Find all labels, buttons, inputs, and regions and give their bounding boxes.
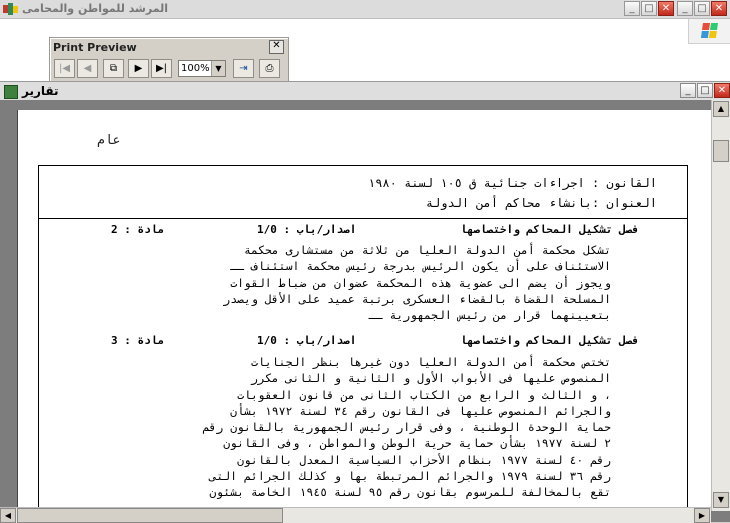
address-line: العنوان :بانشاء محاكم أمن الدولة bbox=[425, 196, 657, 210]
article-issue: اصدار/باب : 1/0 bbox=[257, 223, 357, 236]
article-line: الاستئناف على أن يكون الرئيس بدرجة رئيس محكمة استئناف ــ bbox=[230, 259, 611, 274]
article-section: فصل تشكيل المحاكم واختصاصها bbox=[460, 334, 639, 347]
article-line: المسلحة القضاة بالقضاء العسكرى برتبة عميد على الأقل ويصدر bbox=[223, 291, 611, 306]
minimize-button[interactable]: _ bbox=[624, 1, 640, 16]
exit-preview-button[interactable]: ⇥ bbox=[233, 59, 254, 78]
app-window-controls-right bbox=[677, 1, 727, 16]
first-page-button[interactable]: |◀ bbox=[54, 59, 75, 78]
last-page-button[interactable]: ▶| bbox=[151, 59, 172, 78]
article-line: تختص محكمة أمن الدولة العليا دون غيرها بنظر الجنايات bbox=[250, 355, 611, 369]
close-button[interactable]: ✕ bbox=[658, 1, 674, 16]
scroll-right-icon[interactable]: ▶ bbox=[694, 508, 710, 523]
article-issue: اصدار/باب : 1/0 bbox=[257, 334, 357, 347]
law-line: القانون : اجراءات جنائية ق ١٠٥ لسنة ١٩٨٠ bbox=[367, 176, 657, 190]
vertical-scroll-thumb[interactable] bbox=[713, 140, 729, 162]
article-line: ٢ لسنة ١٩٧٧ بشأن حماية حرية الوطن والمواطن ، وفى القانون bbox=[223, 436, 611, 451]
article-line: والجرائم المنصوص عليها فى القانون رقم ٣٤ لسنة ١٩٧٢ بشأن bbox=[230, 403, 611, 418]
scroll-left-icon[interactable]: ◀ bbox=[0, 508, 16, 523]
app-title: المرشد للمواطن والمحامى bbox=[22, 2, 168, 15]
multiple-pages-button[interactable]: ⧉ bbox=[103, 59, 124, 78]
article-line: المنصوص عليها فى الأبواب الأول و الثانية و الثانى مكرر bbox=[250, 371, 611, 386]
report-icon bbox=[4, 85, 18, 99]
maximize-button-right[interactable]: □ bbox=[694, 1, 710, 16]
reports-maximize-button[interactable]: □ bbox=[697, 83, 713, 98]
print-button[interactable]: ⎙ bbox=[259, 59, 280, 78]
vertical-scrollbar[interactable] bbox=[711, 100, 730, 511]
reports-titlebar bbox=[0, 81, 730, 101]
zoom-value: 100% bbox=[181, 63, 210, 74]
article-section: فصل تشكيل المحاكم واختصاصها bbox=[460, 223, 639, 236]
article-line: حماية الوحدة الوطنية ، وفى قرار رئيس الجمهورية بالقانون رقم bbox=[202, 420, 611, 435]
article-header bbox=[39, 334, 687, 350]
report-content-box bbox=[38, 165, 688, 523]
minimize-button-right[interactable]: _ bbox=[677, 1, 693, 16]
reports-title: تقارير bbox=[22, 84, 59, 98]
next-page-button[interactable]: ▶ bbox=[128, 59, 149, 78]
print-preview-title: Print Preview bbox=[53, 41, 137, 54]
article-line: تشكل محكمة أمن الدولة العليا من ثلاثة من مستشارى محكمة bbox=[244, 243, 611, 257]
article-line: رقم ٣٦ لسنة ١٩٧٩ والجرائم المرتبطة بها و كذلك الجرائم التى bbox=[209, 469, 611, 484]
article-line: تقع بالمخالفة للمرسوم بقانون رقم ٩٥ لسنة ١٩٤٥ الخاصة بشئون bbox=[209, 485, 611, 500]
article-number: مادة : 2 bbox=[111, 223, 164, 236]
reports-minimize-button[interactable]: _ bbox=[680, 83, 696, 98]
app-titlebar bbox=[0, 0, 730, 19]
app-window-controls bbox=[624, 1, 674, 16]
previous-page-button[interactable]: ◀ bbox=[77, 59, 98, 78]
close-button-right[interactable]: ✕ bbox=[711, 1, 727, 16]
article-number: مادة : 3 bbox=[111, 334, 164, 347]
header-divider bbox=[39, 218, 687, 219]
article-line: ، و الثالث و الرابع من الكتاب الثانى من قانون العقوبات bbox=[237, 387, 611, 402]
article-line: رقم ٤٠ لسنة ١٩٧٧ بنظام الأحزاب السياسية المعدل بالقانون bbox=[237, 452, 611, 467]
print-preview-close-button[interactable]: ✕ bbox=[269, 40, 284, 54]
scroll-down-icon[interactable]: ▼ bbox=[713, 492, 729, 508]
scroll-up-icon[interactable]: ▲ bbox=[713, 101, 729, 117]
app-icon bbox=[3, 3, 19, 15]
horizontal-scroll-thumb[interactable] bbox=[17, 508, 283, 523]
reports-close-button[interactable]: ✕ bbox=[714, 83, 730, 98]
print-preview-toolbar bbox=[49, 37, 289, 82]
report-category: عام bbox=[97, 133, 121, 148]
zoom-select[interactable] bbox=[178, 60, 226, 77]
chevron-down-icon[interactable]: ▼ bbox=[211, 61, 225, 76]
reports-window-controls bbox=[680, 83, 730, 98]
maximize-button[interactable]: □ bbox=[641, 1, 657, 16]
article-header bbox=[39, 223, 687, 239]
article-text bbox=[141, 354, 611, 501]
article-line: ويجوز أن يضم الى عضوية هذه المحكمة عضوان من ضباط القوات bbox=[230, 275, 611, 290]
windows-logo-icon bbox=[688, 19, 730, 44]
article-text bbox=[141, 242, 611, 323]
horizontal-scrollbar[interactable] bbox=[0, 507, 711, 523]
article-line: بتعيينهما قرار من رئيس الجمهورية ــ bbox=[368, 308, 611, 323]
